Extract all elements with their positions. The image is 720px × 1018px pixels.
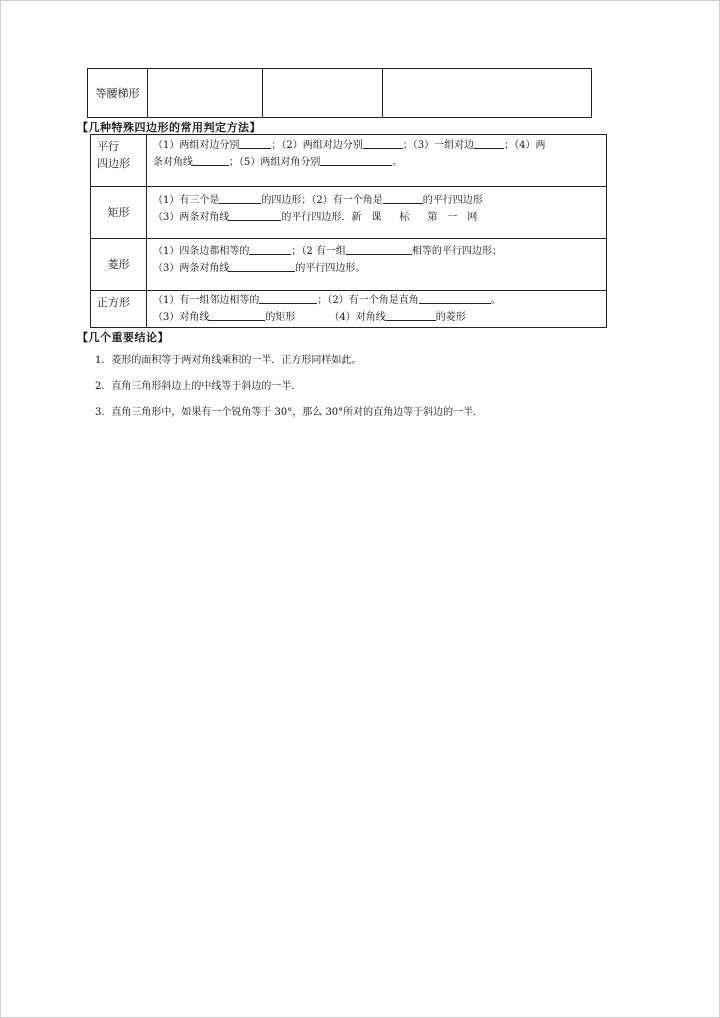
blank [386, 309, 436, 321]
top-table-cell [148, 69, 263, 117]
conclusion-item: 2．直角三角形斜边上的中线等于斜边的一半． [95, 381, 302, 392]
top-table-label-cell [88, 69, 148, 117]
row-content [147, 187, 606, 238]
text: （3）两条对角线 [153, 212, 230, 223]
text: （4）对角线 [329, 312, 386, 323]
row-name-text: 正方形 [97, 296, 130, 309]
table-row-square [91, 291, 606, 327]
text: 。 [490, 295, 501, 306]
content-line [153, 260, 606, 277]
table-row-rhombus [91, 239, 606, 291]
text: 的平行四边形 [422, 195, 483, 206]
text: 的矩形 [265, 312, 296, 323]
text: ；（4）两 [504, 140, 546, 151]
text: 的平行四边形．新 [281, 212, 362, 223]
row-name [91, 187, 147, 238]
blank [346, 243, 412, 255]
text: 第 [427, 212, 438, 223]
blank [219, 192, 261, 204]
text: ；（2 有一组 [291, 246, 346, 257]
content-line [153, 154, 606, 171]
blank [209, 309, 265, 321]
text: 标 [399, 212, 410, 223]
table-row-rectangle [91, 187, 606, 239]
row-content [147, 135, 606, 186]
row-name-text: 矩形 [107, 206, 130, 219]
text: （1）有三个是 [153, 195, 220, 206]
content-line [153, 137, 606, 154]
blank [259, 292, 317, 304]
conclusion-item: 1．菱形的面积等于两对角线乘积的一半．正方形同样如此。 [95, 355, 362, 366]
text: ；（2）有一个角是直角 [317, 295, 419, 306]
text: 的菱形 [435, 312, 466, 323]
blank [229, 260, 295, 272]
text: 的四边形；（2）有一个角是 [261, 195, 383, 206]
text: （1）有一组邻边相等的 [153, 295, 260, 306]
row-name [91, 135, 147, 186]
table-row-parallelogram [91, 135, 606, 187]
content-line [153, 209, 606, 226]
row-name-line: 平行 [97, 140, 119, 153]
text: （1）两组对边分别 [153, 140, 240, 151]
blank [249, 243, 291, 255]
text: 课 [371, 212, 382, 223]
blank [363, 137, 403, 149]
text: 相等的平行四边形； [411, 246, 502, 257]
row-name-text: 菱形 [107, 258, 130, 271]
text: 的平行四边形。 [295, 263, 366, 274]
conclusion-item: 3．直角三角形中，如果有一个锐角等于 30°，那么 30°所对的直角边等于斜边的一半． [95, 407, 484, 418]
content-line [153, 292, 606, 309]
text: ；（3）一组对边 [402, 140, 475, 151]
row-content [147, 291, 606, 327]
blank [419, 292, 491, 304]
top-table-cell [383, 69, 591, 117]
text: （3）对角线 [153, 312, 210, 323]
blank [239, 137, 271, 149]
text: （3）两条对角线 [153, 263, 230, 274]
text: 。 [392, 157, 403, 168]
judgement-table [90, 134, 607, 328]
top-table-cell [263, 69, 383, 117]
row-name [91, 239, 147, 290]
isosceles-trapezoid-label: 等腰梯形 [95, 87, 140, 100]
text: （1）四条边都相等的 [153, 246, 250, 257]
content-line [153, 192, 606, 209]
blank [229, 209, 281, 221]
text: 一 [447, 212, 458, 223]
section-title-judgement: 【几种特殊四边形的常用判定方法】 [77, 121, 261, 134]
content-line [153, 243, 606, 260]
blank [383, 192, 423, 204]
blank [193, 154, 229, 166]
blank [474, 137, 504, 149]
text: ；（2）两组对边分别 [271, 140, 363, 151]
top-table [87, 68, 592, 118]
content-line [153, 309, 606, 326]
section-title-conclusions: 【几个重要结论】 [77, 331, 169, 344]
text: ；（5）两组对角分别 [229, 157, 321, 168]
text: 条对角线 [153, 157, 193, 168]
text: 网 [467, 212, 478, 223]
row-name-line: 四边形 [97, 157, 130, 170]
row-name [91, 291, 147, 327]
blank [320, 154, 392, 166]
row-content [147, 239, 606, 290]
